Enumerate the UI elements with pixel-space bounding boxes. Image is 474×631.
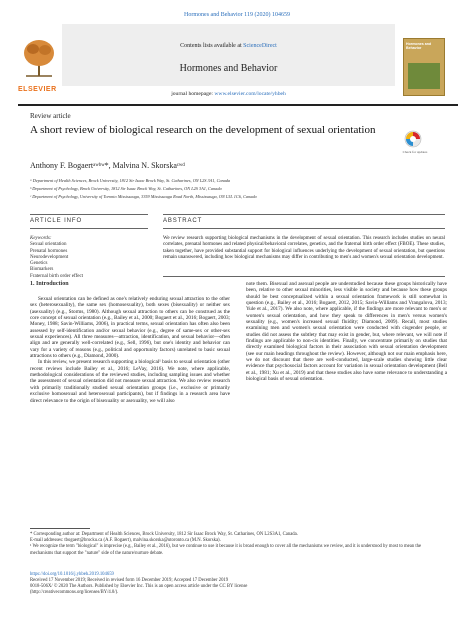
- journal-homepage: [62, 91, 395, 97]
- introduction-heading: 1. Introduction: [30, 281, 69, 287]
- abstract-rule: [163, 228, 445, 229]
- article-info-rule-top: [30, 214, 148, 215]
- journal-header-banner: [62, 24, 395, 86]
- journal-title: Hormones and Behavior: [179, 63, 278, 74]
- cover-title: Hormones and Behavior: [406, 42, 432, 50]
- body-column-right: [246, 281, 447, 383]
- elsevier-tree-logo: [20, 36, 58, 80]
- footnote-divider: [30, 528, 90, 529]
- contents-line: [62, 43, 395, 49]
- header-divider: [18, 104, 458, 106]
- sciencedirect-link[interactable]: ScienceDirect: [243, 43, 277, 49]
- keywords-label: Keywords:: [30, 236, 52, 241]
- footnotes: [30, 532, 445, 557]
- article-title: A short review of biological research on the development of sexual orientation: [30, 124, 376, 136]
- keyword-item: Fraternal birth order effect: [30, 273, 84, 279]
- footnote-1: ¹ We recognize the term "biological" is imprecise (e.g., Bailey et al., 2016), but we continue to use it because it is broad enough to cover all the mechanisms we review, and it is understood by most to mean the mechanisms that support the "nature" side of the nature/nurture debate.: [30, 544, 422, 556]
- affiliation-a: ᵃ Department of Health Sciences, Brock University, 1812 Sir Isaac Brock Way, St. Catharines, ON L2S 3A1, Canada: [30, 178, 231, 183]
- abstract-text: We review research supporting biological mechanisms in the development of sexual orientation. This research includes studies on neural correlates, prenatal hormones and related physical/behavioral correlates, genetics, and the fraternal birth order effect (FBOE). These studies, taken together, have provided substantial support for biological influences underlying the development of sexual orientation, but questions remain unanswered, including how biological mechanisms may differ in contributing to men's and women's sexual orientation development.: [163, 236, 445, 260]
- journal-reference[interactable]: Hormones and Behavior 119 (2020) 104659: [184, 12, 290, 18]
- body-paragraph: In this review, we present research supporting a biological¹ basis to sexual orientation (other recent reviews include Bailey et al., 2016; LeVay, 2016). We note, where applicable, methodological considerations of the reviewed studies, including sampling issues and whether the assessment of sexual orientation did not measure sexual attraction. We also review research with primarily traditionally studied sexual orientation groups (i.e., exclusive or primarily exclusive homosexual and heterosexual participants), but if findings in a research area have direct relevance to the origin of bisexuality or asexuality, we will also: [30, 359, 230, 404]
- footnote-corresponding: * Corresponding author at: Department of Health Sciences, Brock University, 1812 Sir Isaac Brock Way, St. Catharines, ON L2S3A1, Canada.: [30, 532, 298, 537]
- affiliations: [30, 177, 450, 201]
- abstract-heading: ABSTRACT: [163, 218, 203, 224]
- footnote-email: E-mail addresses: tbogaert@brocku.ca (A.F. Bogaert), malvina.skorska@utoronto.ca (M.N. Skorska).: [30, 538, 221, 544]
- copyright-line: 0018-506X/ © 2020 The Authors. Published by Elsevier Inc. This is an open access article under the CC BY license: [30, 584, 248, 589]
- publication-info: [30, 572, 247, 596]
- crossmark-icon[interactable]: [404, 130, 422, 152]
- elsevier-wordmark: ELSEVIER: [18, 86, 57, 93]
- affiliation-b: ᵇ Department of Psychology, Brock University, 1812 Sir Isaac Brock Way, St. Catharines, ON L2S 3A1, Canada: [30, 186, 222, 191]
- affiliation-c: ᶜ Department of Psychology, University of Toronto Mississauga, 3359 Mississauga Road North, Mississauga, ON L5L 1C6, Canada: [30, 194, 257, 199]
- abstract-rule-top: [163, 214, 445, 215]
- abstract-rule-bottom: [163, 276, 445, 277]
- license-url[interactable]: (http://creativecommons.org/licenses/BY/4.0/).: [30, 590, 119, 595]
- keywords-list: [30, 236, 83, 280]
- keyword-item: Prenatal hormones: [30, 248, 68, 254]
- received-dates: Received 17 November 2019; Received in revised form 16 December 2019; Accepted 17 December 2019: [30, 578, 229, 583]
- article-info-rule: [30, 228, 148, 229]
- body-column-left: [30, 296, 230, 404]
- homepage-prefix: journal homepage:: [171, 91, 215, 97]
- keyword-item: Neurodevelopment: [30, 254, 69, 260]
- homepage-link[interactable]: www.elsevier.com/locate/yhbeh: [214, 91, 286, 97]
- body-paragraph: Sexual orientation can be defined as one's relatively enduring sexual attraction to the other sex (heterosexuality), the same sex (homosexuality), both sexes (bisexuality) or neither sex (asexuality) (e.g., Storms, 1980). Although sexual attraction to others can be construed as the core concept of sexual orientation (e.g., Bailey et al., 2000; Bogaert et al., 2016; Bogaert, 2003; Money, 1988; Savin-Williams, 2006), in practical terms, sexual orientation has often also been assessed by self-identification and/or sexual behavior (e.g., degree of same-sex or other-sex sexual experiences). All three measures—attraction, identification, and sexual behavior—often align and are generally well-correlated (e.g., Sell, 1996), but one's identity and behavior can vary for a variety of reasons (e.g., political and opportunity factors) unrelated to basic sexual attractions to others (e.g., Diamond, 2000).: [30, 296, 230, 360]
- keyword-item: Sexual orientation: [30, 242, 67, 248]
- article-info-heading: ARTICLE INFO: [30, 218, 83, 224]
- journal-cover-thumbnail: [403, 38, 445, 96]
- body-paragraph: note them. Bisexual and asexual people are understudied because these groups historically have been, relative to other sexual minorities, less visible in society and because how these groups should be best conceptualized within a sexual orientation framework is still somewhat in question (e.g., Bailey et al., 2016; Bogaert, 2012, 2015; Savin-Williams and Vrangalova, 2013; Yule et al., 2017). We also note, where applicable, if the findings are more relevant to men's or women's sexual orientation, and how they speak to differences in men's versus women's sexuality (e.g., women's increased sexual fluidity; Diamond, 2009). Recall, most studies examining men and women's sexual orientation were conducted with cisgender people, or studies did not assess the subtlety that may exist in gender, but, where relevant, we will note if findings are applicable to non-cis identities. Finally, we concentrate primarily on studies that directly examined biological factors in their association with sexual orientation development (see our main headings throughout the review). However, although not our main emphasis here, we do not discount that there are well-conducted, large-scale studies showing little clear evidence that psychosocial factors account for variation in sexual orientation development (Bell et al., 1981; Xu et al., 2019) and that these studies also have some relevance to understanding a biological basis of sexual orientation.: [246, 281, 447, 383]
- keyword-item: Genetics: [30, 261, 48, 267]
- crossmark-label[interactable]: Check for updates: [402, 150, 428, 154]
- cover-image: [408, 63, 440, 89]
- contents-prefix: Contents lists available at: [180, 43, 244, 49]
- author-list: Anthony F. Bogaertᵃʷᵇʷ*, Malvina N. Skorskaᶜʷᵈ: [30, 161, 185, 170]
- keyword-item: Biomarkers: [30, 267, 54, 273]
- article-type: Review article: [30, 112, 71, 120]
- doi-link[interactable]: https://doi.org/10.1016/j.yhbeh.2019.104659: [30, 572, 114, 577]
